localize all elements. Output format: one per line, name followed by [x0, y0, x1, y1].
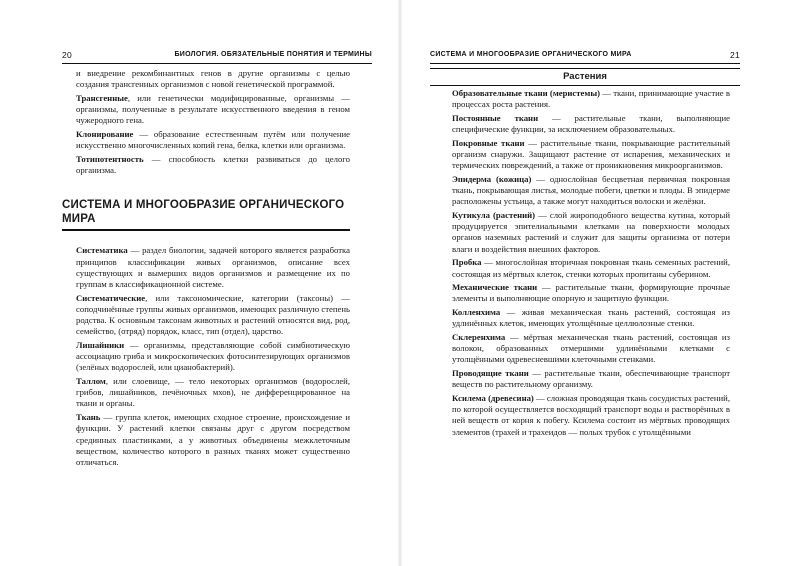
- entry-transgenic: Трансгенные, или генетически модифицированные, организмы — организмы, полученные в результате искусственного введения в геном чужеродного гена.: [76, 92, 350, 126]
- entry-vascular-tissues: Проводящие ткани — растительные ткани, обеспечивающие транспорт веществ по растительному организму.: [452, 368, 730, 390]
- right-page-header: [430, 50, 740, 64]
- entry-cork: Пробка — многослойная вторичная покровная ткань семенных растений, состоящая из мёртвых клеток, стенки которых пропитаны суберином.: [452, 257, 730, 279]
- entry-cloning: Клонирование — образование естественным путём или получение искусственно многочисленных копий гена, белка, клетки или организма.: [76, 129, 350, 151]
- entry-systematics: Систематика — раздел биологии, задачей которого является разработка принципов классификации живых организмов, описание всех существующих и вымерших видов организмов и размещение их по группам в классификационной системе.: [76, 245, 350, 289]
- term: Образовательные ткани (меристемы): [452, 88, 600, 98]
- term: Систематика: [76, 245, 128, 256]
- term: Лишайники: [76, 339, 125, 350]
- entry-taxa: Систематические, или таксономические, категории (таксоны) — соподчинённые группы живых организмов, имеющих различную степень родства. К основным таксонам животных и растений относятся вид, род, семейство, (отряд) порядок, класс, тип (отдел), царство.: [76, 292, 350, 337]
- term: Постоянные ткани: [452, 112, 539, 123]
- entry-lichens: Лишайники — организмы, представляющие собой симбиотическую ассоциацию гриба и микроскопических фотосинтезирующих организмов (зелёных водорослей, или цианобактерий).: [76, 339, 350, 373]
- subsection-box: [430, 68, 740, 86]
- entry-thallus: Таллом, или слоевище, — тело некоторых организмов (водорослей, грибов, лишайников, печёночных мхов), не дифференцированное на ткани и органы.: [76, 376, 350, 409]
- entry-meristems: Образовательные ткани (меристемы) — ткани, принимающие участие в процессах роста растения.: [452, 88, 730, 110]
- page-number-left: 20: [62, 50, 73, 60]
- term: Колленхима: [452, 307, 501, 318]
- term: Таллом: [76, 376, 106, 387]
- section-title: СИСТЕМА И МНОГООБРАЗИЕ ОРГАНИЧЕСКОГО МИРА: [62, 199, 345, 226]
- paragraph-continuation: и внедрение рекомбинантных генов в другие организмы с целью создания трансгенных организмов с новой генетической программой.: [76, 68, 350, 90]
- entry-dermal-tissues: Покровные ткани — растительные ткани, покрывающие растительный организм снаружи. Защищают растение от испарения, механических и термических повреждений, а также от проникновения микроорганизмов.: [452, 137, 730, 171]
- term: Пробка: [452, 257, 482, 268]
- section-rule: [62, 229, 350, 231]
- running-head-right: СИСТЕМА И МНОГООБРАЗИЕ ОРГАНИЧЕСКОГО МИРА: [430, 51, 632, 58]
- term: Клонирование: [76, 129, 134, 140]
- term: Трансгенные: [76, 92, 128, 103]
- term: Механические ткани: [452, 282, 538, 293]
- header-rule-left: [62, 63, 372, 64]
- term: Ксилема (древесина): [452, 393, 534, 404]
- entry-sclerenchyma: Склеренхима — мёртвая механическая ткань растений, состоящая из волокон, образованных отмершими удлинёнными клетками с утолщёнными одревесневшими клеточными стенками.: [452, 332, 730, 365]
- header-rule-right: [430, 63, 740, 64]
- term: Склеренхима: [452, 332, 506, 343]
- entry-epidermis: Эпидерма (кожица) — однослойная бесцветная первичная покровная ткань, покрывающая листья, молодые побеги, цветки и плоды. В эпидерме расположены устьица, а также могут находиться волоски и желёзки.: [452, 173, 730, 207]
- term: Проводящие ткани: [452, 368, 529, 379]
- term: Эпидерма (кожица): [452, 173, 532, 184]
- subsection-title: Растения: [563, 71, 607, 82]
- term: Кутикула (растений): [452, 210, 535, 221]
- right-page: [400, 0, 800, 566]
- entry-permanent-tissues: Постоянные ткани — растительные ткани, выполняющие специфические функции, за исключением образовательных.: [452, 112, 730, 135]
- entry-cuticle: Кутикула (растений) — слой жироподобного вещества кутина, который продуцируется эпителиальными клетками на поверхности молодых органов наземных растений и служит для защиты организма от потери влаги и воздействия внешних факторов.: [452, 210, 730, 254]
- term: Систематические: [76, 292, 146, 303]
- entry-tissue: Ткань — группа клеток, имеющих сходное строение, происхождение и функции. У растений клетки связаны друг с другом посредством срединных пластинками, а у животных объединены межклеточным веществом, количество которого в разных тканях может существенно отличаться.: [76, 412, 350, 467]
- entry-xylem: Ксилема (древесина) — сложная проводящая ткань сосудистых растений, по которой осуществляется восходящий транспорт воды и растворённых в ней веществ от корня к побегу. Ксилема состоит из мёртвых проводящих элементов (трахей и трахеидов — полых трубок с утолщёнными: [452, 393, 730, 437]
- running-head-left: БИОЛОГИЯ. ОБЯЗАТЕЛЬНЫЕ ПОНЯТИЯ И ТЕРМИНЫ: [174, 51, 372, 58]
- left-page-header: [62, 50, 372, 64]
- page-number-right: 21: [729, 50, 740, 60]
- term: Тотипотентность: [76, 153, 144, 164]
- left-page-body: [62, 68, 350, 471]
- entry-collenchyma: Колленхима — живая механическая ткань растений, состоящая из удлинённых клеток, имеющих утолщённые целлюлозные стенки.: [452, 307, 730, 329]
- entry-totipotency: Тотипотентность — способность клетки развиваться до целого организма.: [76, 153, 350, 176]
- entry-mechanical-tissues: Механические ткани — растительные ткани, формирующие прочные элементы и выполняющие опорную и защитную функции.: [452, 282, 731, 304]
- term: Покровные ткани: [452, 137, 525, 148]
- term: Ткань: [76, 412, 101, 423]
- right-page-body: [452, 88, 730, 440]
